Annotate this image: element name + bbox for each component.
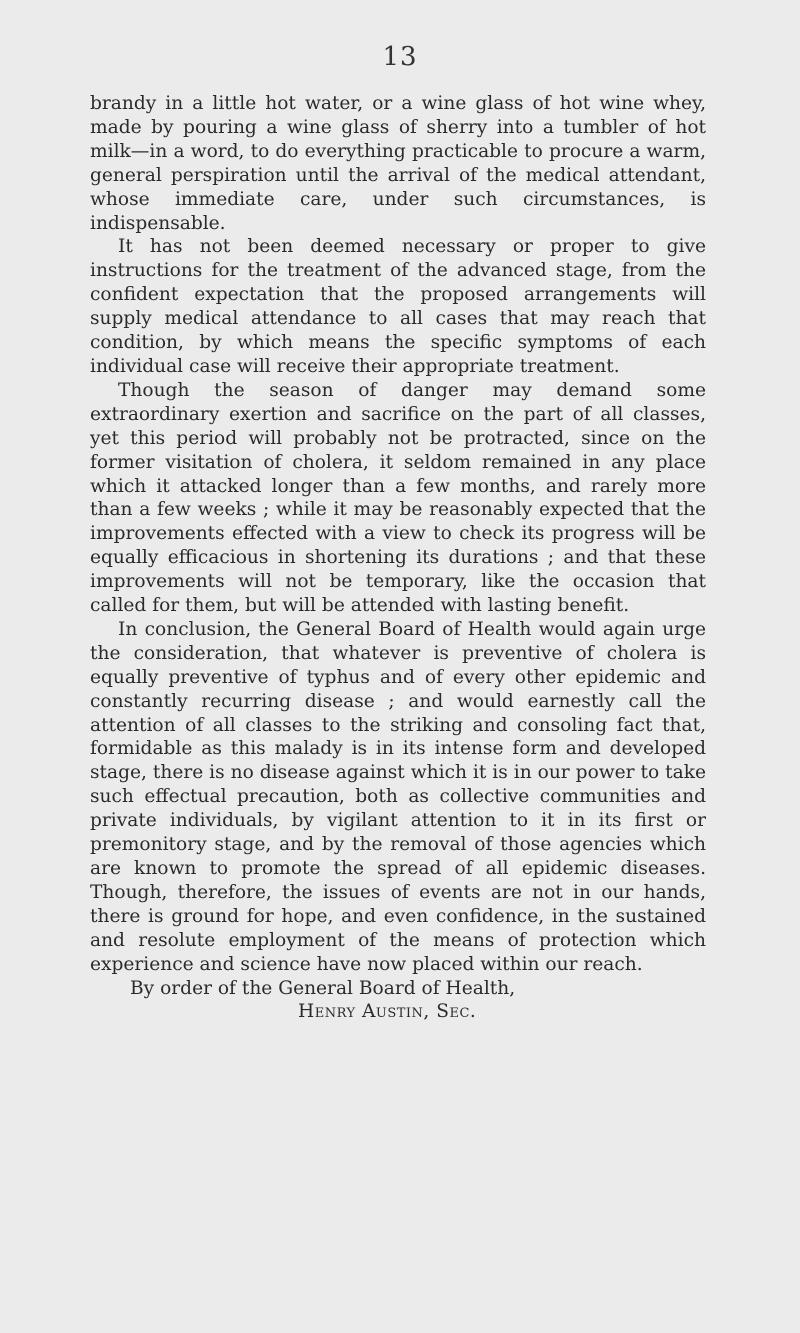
paragraph-season-of-danger: Though the season of danger may demand some extraordinary exertion and sacrifice on the part of all classes, yet this period will probably not be protracted, since on the former visitation of cholera, it seldom remained in any place which it attacked longer than a few months, and rarely more than a few weeks ; while it may be reasonably expected that the improvements effected with a view to check its progress will be equally efficacious in shortening its durations ; and that these improvements will not be temporary, like the occasion that called for them, but will be attended with lasting benefit.	[90, 379, 706, 617]
paragraph-brandy-instructions: brandy in a little hot water, or a wine glass of hot wine whey, made by pouring a wine glass of sherry into a tumbler of hot milk—in a word, to do everything practicable to procure a warm, general perspiration until the arrival of the medical attendant, whose immediate care, under such circumstances, is indispensable.	[90, 93, 706, 234]
signature-name: Henry Austin, Sec.	[298, 1001, 477, 1023]
page-number: 13	[382, 42, 418, 72]
body-text	[90, 92, 706, 1024]
paragraph-conclusion: In conclusion, the General Board of Health would again urge the consideration, that whatever is preventive of cholera is equally preventive of typhus and of every other epidemic and constantly recurring disease ; and would earnestly call the attention of all classes to the striking and consoling fact that, formidable as this malady is in its intense form and developed stage, there is no disease against which it is in our power to take such effectual precaution, both as collective communities and private individuals, by vigilant attention to it in its first or premonitory stage, and by the removal of those agencies which are known to promote the spread of all epidemic diseases. Though, therefore, the issues of events are not in our hands, there is ground for hope, and even confidence, in the sustained and resolute employment of the means of protection which experience and science have now placed within our reach.	[90, 618, 706, 975]
signature-order-line: By order of the General Board of Health,	[130, 977, 516, 999]
paragraph-advanced-stage: It has not been deemed necessary or proper to give instructions for the treatment of the advanced stage, from the confident expectation that the proposed arrangements will supply medical attendance to all cases that may reach that condition, by which means the specific symptoms of each individual case will receive their appropriate treatment.	[90, 236, 706, 377]
